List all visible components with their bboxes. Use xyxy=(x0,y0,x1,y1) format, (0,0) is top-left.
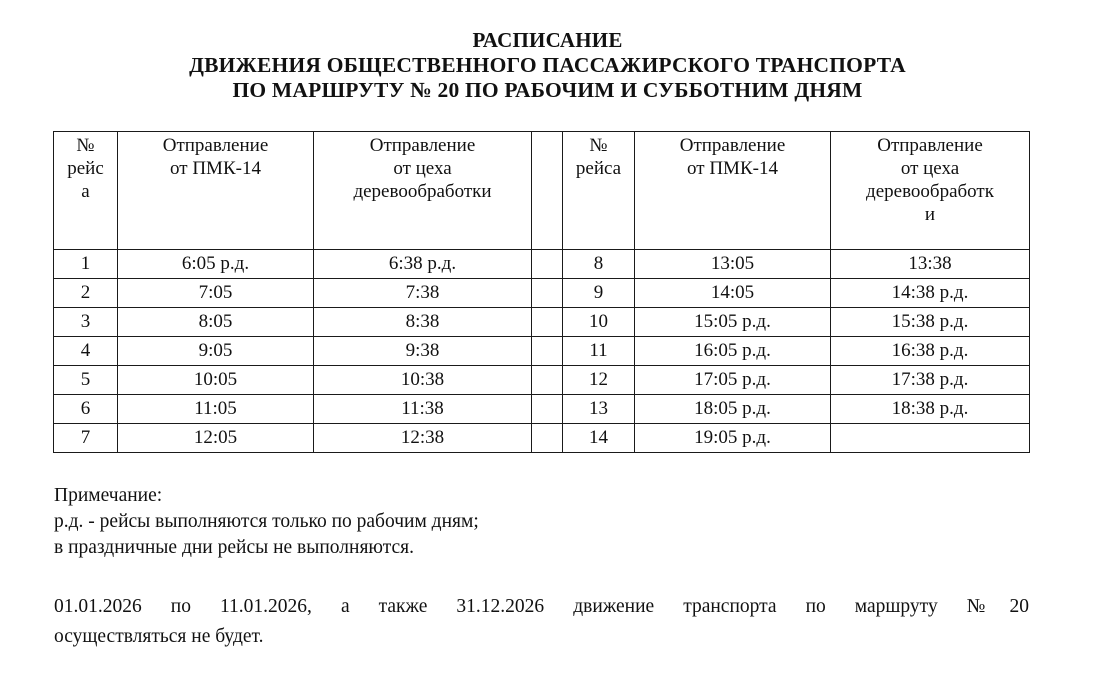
cell-departure-pmk: 10:05 xyxy=(118,366,314,395)
cell-departure-shop: 13:38 xyxy=(831,250,1030,279)
cell-departure-pmk: 11:05 xyxy=(118,395,314,424)
cell-departure-pmk: 14:05 xyxy=(635,279,831,308)
cell-trip-no: 10 xyxy=(563,308,635,337)
cell-trip-no: 13 xyxy=(563,395,635,424)
cell-spacer xyxy=(532,308,563,337)
schedule-table-container xyxy=(53,131,1029,453)
cell-trip-no: 7 xyxy=(54,424,118,453)
closing-paragraph xyxy=(54,592,1029,652)
page-title xyxy=(0,28,1095,103)
cell-spacer xyxy=(532,279,563,308)
cell-departure-shop: 8:38 xyxy=(314,308,532,337)
cell-trip-no: 1 xyxy=(54,250,118,279)
header-departure-pmk-left xyxy=(118,132,314,250)
cell-departure-shop: 18:38 р.д. xyxy=(831,395,1030,424)
cell-departure-shop: 16:38 р.д. xyxy=(831,337,1030,366)
cell-departure-pmk: 6:05 р.д. xyxy=(118,250,314,279)
header-departure-shop-right-line-2: от цеха xyxy=(900,158,960,179)
cell-departure-shop: 15:38 р.д. xyxy=(831,308,1030,337)
header-departure-pmk-right-line-2: от ПМК-14 xyxy=(687,158,778,179)
cell-trip-no: 12 xyxy=(563,366,635,395)
cell-trip-no: 5 xyxy=(54,366,118,395)
cell-departure-shop xyxy=(831,424,1030,453)
title-line-1: РАСПИСАНИЕ xyxy=(472,28,623,52)
header-trip-no-left-line-1: № xyxy=(76,135,95,156)
cell-departure-pmk: 16:05 р.д. xyxy=(635,337,831,366)
table-row xyxy=(54,279,1030,308)
header-departure-pmk-left-line-1: Отправление xyxy=(162,135,269,156)
cell-departure-pmk: 15:05 р.д. xyxy=(635,308,831,337)
cell-departure-shop: 10:38 xyxy=(314,366,532,395)
closing-text: 01.01.2026 по 11.01.2026, а также 31.12.2026 движение транспорта по маршруту №20 xyxy=(54,596,1029,617)
table-header-row xyxy=(54,132,1030,250)
header-trip-no-left-line-2: рейс xyxy=(67,158,104,179)
cell-trip-no: 8 xyxy=(563,250,635,279)
cell-departure-pmk: 17:05 р.д. xyxy=(635,366,831,395)
cell-departure-shop: 12:38 xyxy=(314,424,532,453)
table-row xyxy=(54,337,1030,366)
cell-departure-pmk: 8:05 xyxy=(118,308,314,337)
header-trip-no-left-line-3: а xyxy=(81,181,90,202)
table-row xyxy=(54,250,1030,279)
cell-trip-no: 2 xyxy=(54,279,118,308)
header-trip-no-right xyxy=(563,132,635,250)
cell-departure-pmk: 7:05 xyxy=(118,279,314,308)
cell-departure-shop: 6:38 р.д. xyxy=(314,250,532,279)
cell-departure-pmk: 18:05 р.д. xyxy=(635,395,831,424)
header-departure-pmk-right xyxy=(635,132,831,250)
schedule-table xyxy=(53,131,1030,453)
header-departure-pmk-right-line-1: Отправление xyxy=(679,135,786,156)
table-body xyxy=(54,250,1030,453)
cell-trip-no: 11 xyxy=(563,337,635,366)
notes-line-1: р.д. - рейсы выполняются только по рабочим дням; xyxy=(54,511,479,532)
closing-last-line: осуществляться не будет. xyxy=(54,626,264,647)
cell-departure-pmk: 19:05 р.д. xyxy=(635,424,831,453)
cell-departure-shop: 17:38 р.д. xyxy=(831,366,1030,395)
cell-departure-shop: 7:38 xyxy=(314,279,532,308)
cell-spacer xyxy=(532,395,563,424)
cell-departure-shop: 11:38 xyxy=(314,395,532,424)
table-header xyxy=(54,132,1030,250)
header-departure-shop-left xyxy=(314,132,532,250)
cell-departure-pmk: 12:05 xyxy=(118,424,314,453)
table-row xyxy=(54,424,1030,453)
header-departure-shop-right-line-3: деревообработк xyxy=(866,181,994,202)
cell-trip-no: 4 xyxy=(54,337,118,366)
header-departure-shop-left-line-1: Отправление xyxy=(369,135,476,156)
title-line-3: ПО МАРШРУТУ № 20 ПО РАБОЧИМ И СУББОТНИМ ДНЯМ xyxy=(232,78,863,102)
cell-departure-shop: 14:38 р.д. xyxy=(831,279,1030,308)
header-trip-no-left xyxy=(54,132,118,250)
header-departure-shop-right-line-4: и xyxy=(924,204,936,225)
header-trip-no-right-line-2: рейса xyxy=(575,158,622,179)
cell-trip-no: 14 xyxy=(563,424,635,453)
header-departure-shop-left-line-2: от цеха xyxy=(393,158,452,179)
header-departure-shop-left-line-3: деревообработки xyxy=(353,181,492,202)
notes-heading: Примечание: xyxy=(54,485,163,506)
header-departure-pmk-left-line-2: от ПМК-14 xyxy=(170,158,261,179)
notes-line-2: в праздничные дни рейсы не выполняются. xyxy=(54,537,414,558)
header-trip-no-right-line-1: № xyxy=(589,135,608,156)
cell-trip-no: 3 xyxy=(54,308,118,337)
cell-trip-no: 6 xyxy=(54,395,118,424)
cell-departure-pmk: 13:05 xyxy=(635,250,831,279)
cell-spacer xyxy=(532,250,563,279)
cell-spacer xyxy=(532,424,563,453)
cell-spacer xyxy=(532,337,563,366)
table-row xyxy=(54,308,1030,337)
cell-departure-pmk: 9:05 xyxy=(118,337,314,366)
title-line-2: ДВИЖЕНИЯ ОБЩЕСТВЕННОГО ПАССАЖИРСКОГО ТРАНСПОРТА xyxy=(189,53,906,77)
table-row xyxy=(54,366,1030,395)
header-spacer-column xyxy=(532,132,563,250)
cell-trip-no: 9 xyxy=(563,279,635,308)
table-row xyxy=(54,395,1030,424)
header-departure-shop-right xyxy=(831,132,1030,250)
cell-departure-shop: 9:38 xyxy=(314,337,532,366)
cell-spacer xyxy=(532,366,563,395)
header-departure-shop-right-line-1: Отправление xyxy=(877,135,983,156)
notes-section xyxy=(54,483,654,561)
